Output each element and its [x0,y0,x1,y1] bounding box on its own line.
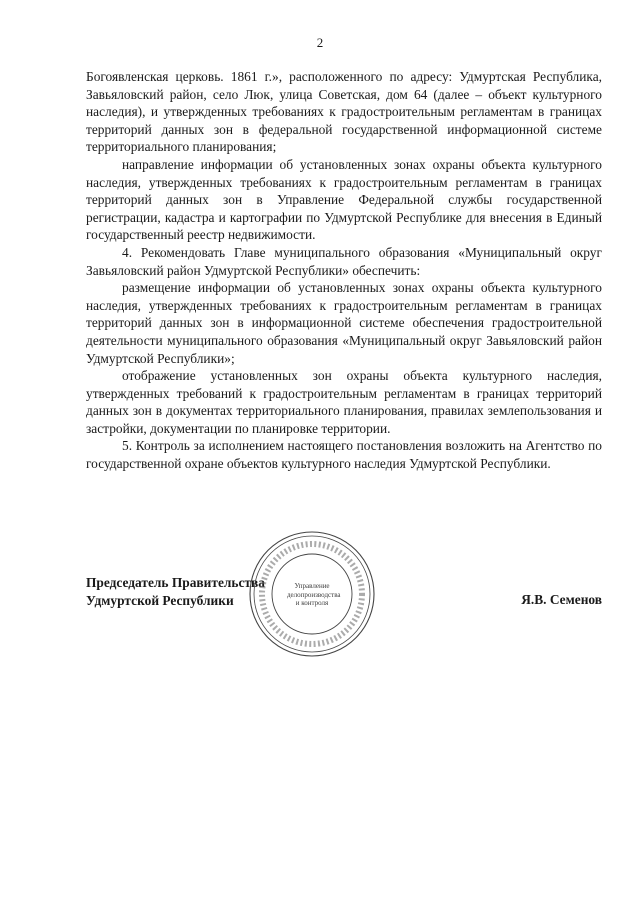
signatory-title-line-2: Удмуртской Республики [86,593,234,608]
paragraph: Богоявленская церковь. 1861 г.», расположенного по адресу: Удмуртская Республика, Завьяловский район, село Люк, улица Советская, дом 64 (далее – объект культурного наследия), и утвержденных требованиях к градостроительным регламентам в границах территорий данных зон в федеральной государственной информационной системе территориального планирования; [86,69,602,155]
stamp-line-3: и контроля [295,599,329,607]
stamp-line-2: делопроизводства [287,590,341,599]
page-number: 2 [316,35,324,50]
stamp-line-1: Управление [294,582,330,590]
paragraph: 4. Рекомендовать Главе муниципального образования «Муниципальный округ Завьяловский район Удмуртской Республики» обеспечить: [86,244,602,278]
official-stamp [246,528,378,660]
stamp-inner-text [287,582,341,608]
paragraph: направление информации об установленных зонах охраны объекта культурного наследия, утвержденных требованиях к градостроительным регламентам в границах территорий данных зон в Управление Федеральной службы государственной регистрации, кадастра и картографии по Удмуртской Республике для внесения в Единый государственный реестр недвижимости. [86,156,602,243]
paragraph: размещение информации об установленных зонах охраны объекта культурного наследия, утвержденных требованиях к градостроительным регламентам в границах территорий данных зон в информационной системе обеспечения градостроительной деятельности муниципального образования «Муниципальный округ Завьяловский район Удмуртской Республики»; [86,280,602,366]
signatory-name: Я.В. Семенов [521,592,602,607]
document-body [86,68,602,473]
signatory-title-line-1: Председатель Правительства [86,575,265,590]
signatory-title [86,574,265,610]
paragraph: 5. Контроль за исполнением настоящего постановления возложить на Агентство по государственной охране объектов культурного наследия Удмуртской Республики. [86,438,602,472]
paragraph: отображение установленных зон охраны объекта культурного наследия, утвержденных требований к градостроительным регламентам в границах территорий данных зон в документах территориального планирования, правилах землепользования и застройки, документации по планировке территории. [86,368,602,436]
